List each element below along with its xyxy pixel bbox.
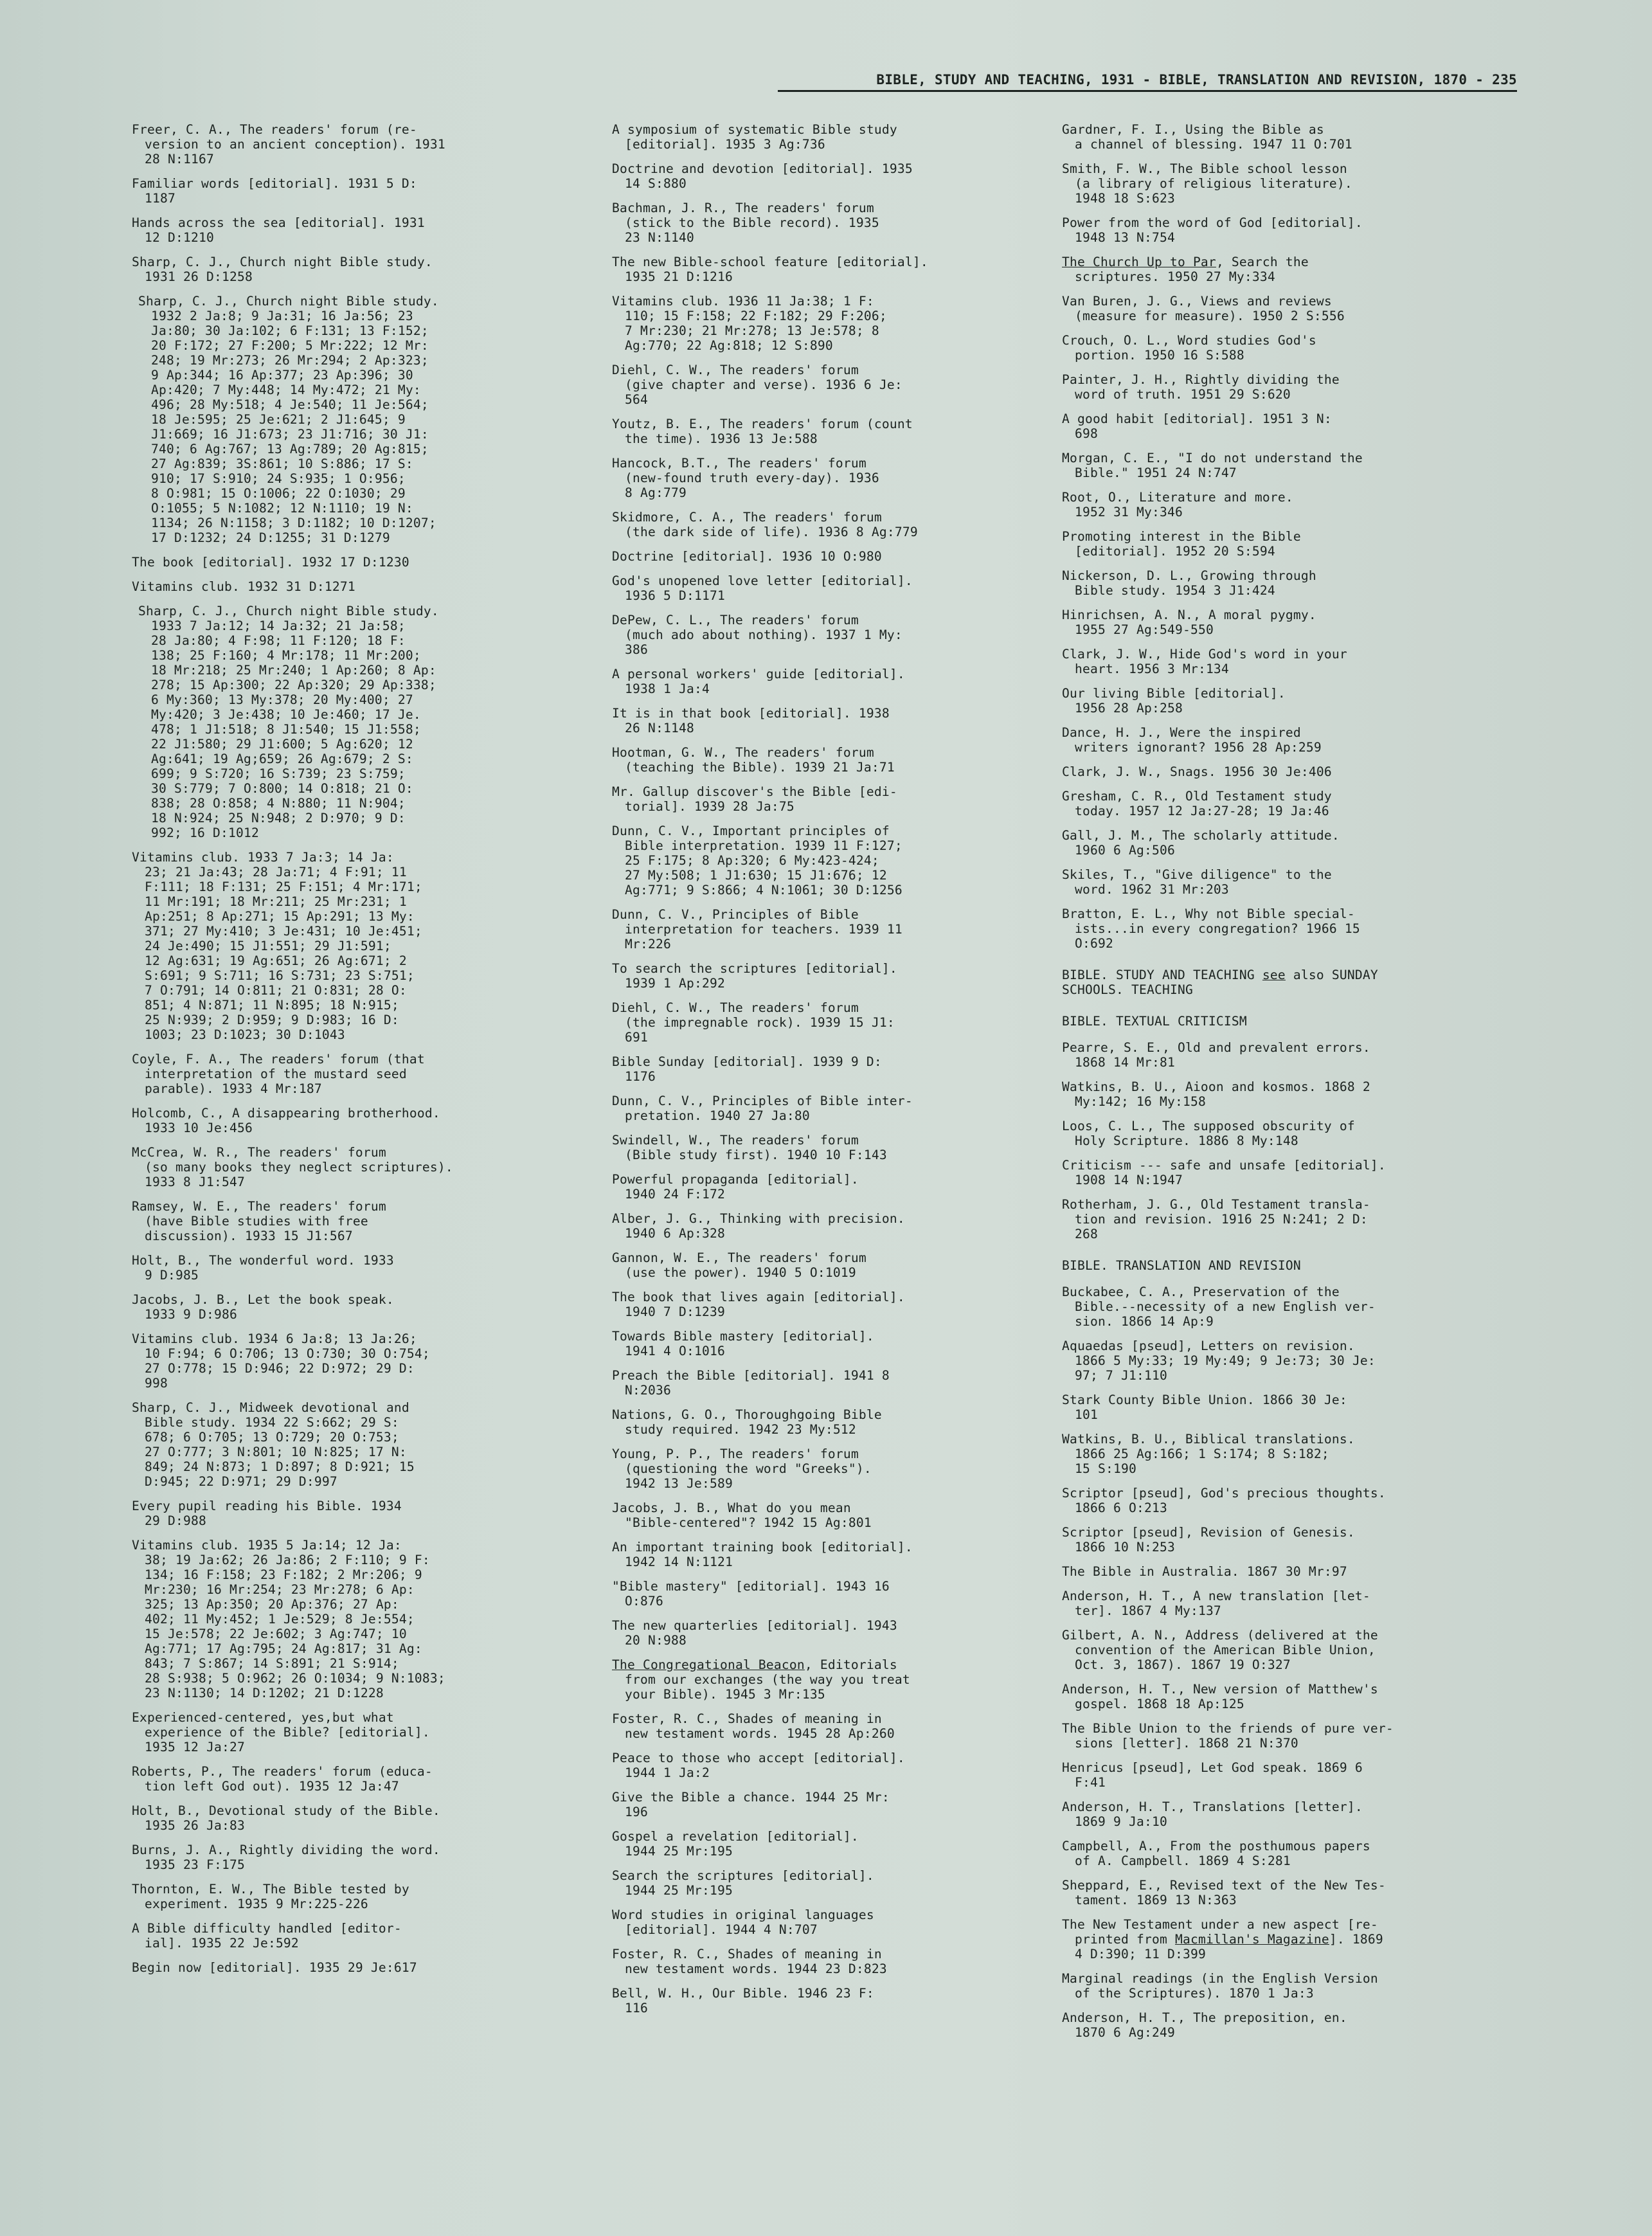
index-entry: Hancock, B.T., The readers' forum (new-found truth every-day). 1936 8 Ag:779 xyxy=(612,456,879,500)
index-entry: Doctrine and devotion [editorial]. 1935 14 S:880 xyxy=(612,161,913,191)
index-entry: Gresham, C. R., Old Testament study today. 1957 12 Ja:27-28; 19 Ja:46 xyxy=(1062,789,1332,818)
index-entry: Towards Bible mastery [editorial]. 1941 4 O:1016 xyxy=(612,1329,874,1358)
index-entry: Anderson, H. T., New version of Matthew's gospel. 1868 18 Ap:125 xyxy=(1062,1682,1378,1711)
index-entry: Word studies in original languages [editorial]. 1944 4 N:707 xyxy=(612,1907,874,1937)
index-entry: The Bible in Australia. 1867 30 Mr:97 xyxy=(1062,1564,1347,1579)
index-entry: Clark, J. W., Snags. 1956 30 Je:406 xyxy=(1062,764,1332,779)
index-entry: Peace to those who accept [editorial]. 1944 1 Ja:2 xyxy=(612,1751,905,1780)
index-entry: Search the scriptures [editorial]. 1944 25 Mr:195 xyxy=(612,1868,874,1898)
index-entry: Scriptor [pseud], Revision of Genesis. 1866 10 N:253 xyxy=(1062,1525,1355,1555)
index-entry: Sharp, C. J., Church night Bible study. 1933 7 Ja:12; 14 Ja:32; 21 Ja:58; 28 Ja:80; 4 F:98; 11 F:120; 18 F: 138; 25 F:160; 4 Mr:178; 11 Mr:200; 18 Mr:218; 25 Mr:240; 1 Ap:260; 8 Ap: 278; 15 Ap:300; 22 Ap:320; 29 Ap:338; 6 My:360; 13 My:378; 20 My:400; 27 My:420; 3 Je:438; 10 Je:460; 17 Je. 478; 1 J1:518; 8 J1:540; 15 J1:558; 22 J1:580; 29 J1:600; 5 Ag:620; 12 Ag:641; 19 Ag;659; 26 Ag:679; 2 S: 699; 9 S:720; 16 S:739; 23 S:759; 30 S:779; 7 O:800; 14 O:818; 21 O: 838; 28 O:858; 4 N:880; 11 N:904; 18 N:924; 25 N:948; 2 D:970; 9 D: 992; 16 D:1012 xyxy=(138,604,439,840)
index-entry: Criticism --- safe and unsafe [editorial]. 1908 14 N:1947 xyxy=(1062,1158,1386,1187)
index-entry: Hinrichsen, A. N., A moral pygmy. 1955 27 Ag:549-550 xyxy=(1062,608,1316,637)
index-entry: Gardner, F. I., Using the Bible as a channel of blessing. 1947 11 O:701 xyxy=(1062,122,1352,152)
column-2 xyxy=(612,122,1062,2025)
index-entry: A Bible difficulty handled [editor- ial]. 1935 22 Je:592 xyxy=(132,1921,402,1951)
index-entry: The new quarterlies [editorial]. 1943 20 N:988 xyxy=(612,1618,897,1648)
index-entry: A good habit [editorial]. 1951 3 N: 698 xyxy=(1062,411,1332,441)
index-entry: Vitamins club. 1934 6 Ja:8; 13 Ja:26; 10 F:94; 6 O:706; 13 O:730; 30 O:754; 27 O:778; 15 D:946; 22 D:972; 29 D: 998 xyxy=(132,1331,430,1391)
index-entry: Thornton, E. W., The Bible tested by experiment. 1935 9 Mr:225-226 xyxy=(132,1882,409,1911)
index-entry: Sharp, C. J., Church night Bible study. 1931 26 D:1258 xyxy=(132,255,433,284)
index-entry: Foster, R. C., Shades of meaning in new testament words. 1944 23 D:823 xyxy=(612,1947,887,1976)
index-entry: Roberts, P., The readers' forum (educa- tion left God out). 1935 12 Ja:47 xyxy=(132,1764,433,1794)
index-entry: An important training book [editorial]. 1942 14 N:1121 xyxy=(612,1540,913,1569)
index-entry: Bell, W. H., Our Bible. 1946 23 F: 116 xyxy=(612,1986,874,2015)
index-entry: Young, P. P., The readers' forum (questioning the word "Greeks"). 1942 13 Je:589 xyxy=(612,1447,872,1491)
index-entry: Coyle, F. A., The readers' forum (that interpretation of the mustard seed parable). 1933 4 Mr:187 xyxy=(132,1052,425,1096)
section-heading: BIBLE. TEXTUAL CRITICISM xyxy=(1062,1014,1247,1029)
index-entry: Preach the Bible [editorial]. 1941 8 N:2036 xyxy=(612,1368,890,1398)
index-entry: Anderson, H. T., A new translation [let- ter]. 1867 4 My:137 xyxy=(1062,1589,1370,1618)
index-entry: Freer, C. A., The readers' forum (re- version to an ancient conception). 1931 28 N:1167 xyxy=(132,122,445,167)
index-entry: Jacobs, J. B., Let the book speak. 1933 9 D:986 xyxy=(132,1292,394,1322)
index-entry: Campbell, A., From the posthumous papers of A. Campbell. 1869 4 S:281 xyxy=(1062,1839,1370,1868)
index-entry: Holt, B., Devotional study of the Bible. 1935 26 Ja:83 xyxy=(132,1803,440,1833)
index-entry: Clark, J. W., Hide God's word in your heart. 1956 3 Mr:134 xyxy=(1062,647,1347,676)
index-entry: Every pupil reading his Bible. 1934 29 D:988 xyxy=(132,1499,402,1528)
section-heading: BIBLE. TRANSLATION AND REVISION xyxy=(1062,1258,1301,1273)
index-entry: Marginal readings (in the English Version of the Scriptures). 1870 1 Ja:3 xyxy=(1062,1971,1378,2001)
index-entry: Burns, J. A., Rightly dividing the word. 1935 23 F:175 xyxy=(132,1843,440,1872)
index-entry: Hootman, G. W., The readers' forum (teaching the Bible). 1939 21 Ja:71 xyxy=(612,745,895,775)
index-entry: Sharp, C. J., Church night Bible study. 1932 2 Ja:8; 9 Ja:31; 16 Ja:56; 23 Ja:80; 30 Ja:102; 6 F:131; 13 F:152; 20 F:172; 27 F:200; 5 Mr:222; 12 Mr: 248; 19 Mr:273; 26 Mr:294; 2 Ap:323; 9 Ap:344; 16 Ap:377; 23 Ap:396; 30 Ap:420; 7 My:448; 14 My:472; 21 My: 496; 28 My:518; 4 Je:540; 11 Je:564; 18 Je:595; 25 Je:621; 2 J1:645; 9 J1:669; 16 J1:673; 23 J1:716; 30 J1: 740; 6 Ag:767; 13 Ag:789; 20 Ag:815; 27 Ag:839; 3S:861; 10 S:886; 17 S: 910; 17 S:910; 24 S:935; 1 O:956; 8 O:981; 15 O:1006; 22 O:1030; 29 O:1055; 5 N:1082; 12 N:1110; 19 N: 1134; 26 N:1158; 3 D:1182; 10 D:1207; 17 D:1232; 24 D:1255; 31 D:1279 xyxy=(138,294,439,545)
index-entry: To search the scriptures [editorial]. 1939 1 Ap:292 xyxy=(612,961,897,991)
index-entry: The New Testament under a new aspect [re- printed from Macmillan's Magazine]. 1869 4 D:390; 11 D:399 xyxy=(1062,1917,1383,1961)
index-entry: Bachman, J. R., The readers' forum (stick to the Bible record). 1935 23 N:1140 xyxy=(612,201,879,245)
index-entry: Promoting interest in the Bible [editorial]. 1952 20 S:594 xyxy=(1062,529,1301,559)
index-entry: Foster, R. C., Shades of meaning in new testament words. 1945 28 Ap:260 xyxy=(612,1711,895,1741)
index-entry: Swindell, W., The readers' forum (Bible study first). 1940 10 F:143 xyxy=(612,1133,887,1162)
index-entry: Alber, J. G., Thinking with precision. 1940 6 Ap:328 xyxy=(612,1211,905,1241)
index-entry: Rotherham, J. G., Old Testament transla- tion and revision. 1916 25 N:241; 2 D: 268 xyxy=(1062,1197,1370,1241)
index-entry: The Bible Union to the friends of pure ver- sions [letter]. 1868 21 N:370 xyxy=(1062,1721,1394,1751)
index-entry: Scriptor [pseud], God's precious thoughts. 1866 6 O:213 xyxy=(1062,1486,1386,1515)
index-entry: A symposium of systematic Bible study [editorial]. 1935 3 Ag:736 xyxy=(612,122,897,152)
index-entry: Holt, B., The wonderful word. 1933 9 D:985 xyxy=(132,1253,394,1283)
index-entry: Power from the word of God [editorial]. 1948 13 N:754 xyxy=(1062,215,1363,245)
index-entry: Jacobs, J. B., What do you mean "Bible-centered"? 1942 15 Ag:801 xyxy=(612,1501,872,1530)
index-entry: Powerful propaganda [editorial]. 1940 24 F:172 xyxy=(612,1172,859,1202)
index-entry: The book [editorial]. 1932 17 D:1230 xyxy=(132,555,409,570)
index-entry: Vitamins club. 1933 7 Ja:3; 14 Ja: 23; 21 Ja:43; 28 Ja:71; 4 F:91; 11 F:111; 18 F:131; 25 F:151; 4 Mr:171; 11 Mr:191; 18 Mr:211; 25 Mr:231; 1 Ap:251; 8 Ap:271; 15 Ap:291; 13 My: 371; 27 My:410; 3 Je:431; 10 Je:451; 24 Je:490; 15 J1:551; 29 J1:591; 12 Ag:631; 19 Ag:651; 26 Ag:671; 2 S:691; 9 S:711; 16 S:731; 23 S:751; 7 O:791; 14 O:811; 21 O:831; 28 O: 851; 4 N:871; 11 N:895; 18 N:915; 25 N:939; 2 D:959; 9 D:983; 16 D: 1003; 23 D:1023; 30 D:1043 xyxy=(132,850,422,1042)
index-entry: Dance, H. J., Were the inspired writers ignorant? 1956 28 Ap:259 xyxy=(1062,725,1322,755)
index-entry: Vitamins club. 1932 31 D:1271 xyxy=(132,579,355,594)
index-entry: Give the Bible a chance. 1944 25 Mr: 196 xyxy=(612,1790,890,1819)
index-entry: Smith, F. W., The Bible school lesson (a library of religious literature). 1948 18 S:623 xyxy=(1062,161,1352,206)
index-entry: Stark County Bible Union. 1866 30 Je: 101 xyxy=(1062,1393,1347,1422)
index-entry: Vitamins club. 1935 5 Ja:14; 12 Ja: 38; 19 Ja:62; 26 Ja:86; 2 F:110; 9 F: 134; 16 F:158; 23 F:182; 2 Mr:206; 9 Mr:230; 16 Mr:254; 23 Mr:278; 6 Ap: 325; 13 Ap:350; 20 Ap:376; 27 Ap: 402; 11 My:452; 1 Je:529; 8 Je:554; 15 Je:578; 22 Je:602; 3 Ag:747; 10 Ag:771; 17 Ag:795; 24 Ag:817; 31 Ag: 843; 7 S:867; 14 S:891; 21 S:914; 28 S:938; 5 O:962; 26 O:1034; 9 N:1083; 23 N:1130; 14 D:1202; 21 D:1228 xyxy=(132,1538,445,1700)
index-entry: Vitamins club. 1936 11 Ja:38; 1 F: 110; 15 F:158; 22 F:182; 29 F:206; 7 Mr:230; 21 Mr:278; 13 Je:578; 8 Ag:770; 22 Ag:818; 12 S:890 xyxy=(612,294,887,353)
index-entry: Bible Sunday [editorial]. 1939 9 D: 1176 xyxy=(612,1054,882,1084)
index-entry: Crouch, O. L., Word studies God's portion. 1950 16 S:588 xyxy=(1062,333,1316,363)
index-entry: Holcomb, C., A disappearing brotherhood. 1933 10 Je:456 xyxy=(132,1106,440,1135)
index-entry: Anderson, H. T., Translations [letter]. 1869 9 Ja:10 xyxy=(1062,1799,1363,1829)
index-entry: Sheppard, E., Revised text of the New Tes- tament. 1869 13 N:363 xyxy=(1062,1878,1386,1907)
index-entry: Dunn, C. V., Principles of Bible inter- pretation. 1940 27 Ja:80 xyxy=(612,1094,913,1123)
index-entry: Skiles, T., "Give diligence" to the word. 1962 31 Mr:203 xyxy=(1062,867,1332,897)
index-entry: A personal workers' guide [editorial]. 1938 1 Ja:4 xyxy=(612,667,905,696)
index-entry: Mr. Gallup discover's the Bible [edi- torial]. 1939 28 Ja:75 xyxy=(612,784,897,814)
index-entry: Dunn, C. V., Important principles of Bible interpretation. 1939 11 F:127; 25 F:175; 8 Ap:320; 6 My:423-424; 27 My:508; 1 J1:630; 15 J1:676; 12 Ag:771; 9 S:866; 4 N:1061; 30 D:1256 xyxy=(612,824,902,897)
index-entry: Experienced-centered, yes,but what experience of the Bible? [editorial]. 1935 12 Ja:27 xyxy=(132,1710,430,1754)
index-entry: Gilbert, A. N., Address (delivered at the convention of the American Bible Union, Oct. 3, 1867). 1867 19 O:327 xyxy=(1062,1628,1378,1672)
index-entry: Ramsey, W. E., The readers' forum (have Bible studies with free discussion). 1933 15 J1:567 xyxy=(132,1199,386,1243)
column-1 xyxy=(132,122,582,1985)
index-entry: Pearre, S. E., Old and prevalent errors. 1868 14 Mr:81 xyxy=(1062,1040,1370,1070)
index-entry: Bratton, E. L., Why not Bible special- ists...in every congregation? 1966 15 O:692 xyxy=(1062,906,1360,951)
index-entry: Painter, J. H., Rightly dividing the word of truth. 1951 29 S:620 xyxy=(1062,372,1340,402)
index-entry: Henricus [pseud], Let God speak. 1869 6 F:41 xyxy=(1062,1760,1363,1790)
index-entry: Familiar words [editorial]. 1931 5 D: 1187 xyxy=(132,176,417,206)
section-heading: BIBLE. STUDY AND TEACHING see also SUNDAY SCHOOLS. TEACHING xyxy=(1062,968,1378,997)
index-entry: Van Buren, J. G., Views and reviews (measure for measure). 1950 2 S:556 xyxy=(1062,294,1345,323)
index-entry: Gospel a revelation [editorial]. 1944 25 Mr:195 xyxy=(612,1829,859,1859)
index-entry: The book that lives again [editorial]. 1940 7 D:1239 xyxy=(612,1290,905,1319)
index-entry: Gannon, W. E., The readers' forum (use the power). 1940 5 O:1019 xyxy=(612,1250,866,1280)
index-entry: Watkins, B. U., Aioon and kosmos. 1868 2 My:142; 16 My:158 xyxy=(1062,1079,1370,1109)
index-entry: Youtz, B. E., The readers' forum (count the time). 1936 13 Je:588 xyxy=(612,417,913,446)
index-entry: Dunn, C. V., Principles of Bible interpretation for teachers. 1939 11 Mr:226 xyxy=(612,907,902,951)
index-entry: The Church Up to Par, Search the scriptures. 1950 27 My:334 xyxy=(1062,255,1309,284)
index-entry: DePew, C. L., The readers' forum (much ado about nothing). 1937 1 My: 386 xyxy=(612,613,902,657)
index-entry: McCrea, W. R., The readers' forum (so many books they neglect scriptures). 1933 8 J1:547 xyxy=(132,1145,453,1189)
index-entry: God's unopened love letter [editorial]. 1936 5 D:1171 xyxy=(612,573,913,603)
index-entry: Buckabee, C. A., Preservation of the Bible.--necessity of a new English ver- sion. 1866 14 Ap:9 xyxy=(1062,1285,1376,1329)
index-entry: Begin now [editorial]. 1935 29 Je:617 xyxy=(132,1960,417,1975)
index-entry: Doctrine [editorial]. 1936 10 O:980 xyxy=(612,549,882,564)
index-entry: Diehl, C. W., The readers' forum (give chapter and verse). 1936 6 Je: 564 xyxy=(612,363,902,407)
index-entry: The Congregational Beacon, Editorials from our exchanges (the way you treat your Bible). 1945 3 Mr:135 xyxy=(612,1657,910,1702)
index-entry: "Bible mastery" [editorial]. 1943 16 O:876 xyxy=(612,1579,890,1609)
index-entry: Morgan, C. E., "I do not understand the Bible." 1951 24 N:747 xyxy=(1062,451,1363,480)
index-entry: Sharp, C. J., Midweek devotional and Bible study. 1934 22 S:662; 29 S: 678; 6 O:705; 13 O:729; 20 O:753; 27 O:777; 3 N:801; 10 N:825; 17 N: 849; 24 N:873; 1 D:897; 8 D:921; 15 D:945; 22 D:971; 29 D:997 xyxy=(132,1400,415,1489)
index-entry: The new Bible-school feature [editorial]. 1935 21 D:1216 xyxy=(612,255,928,284)
index-entry: Aquaedas [pseud], Letters on revision. 1866 5 My:33; 19 My:49; 9 Je:73; 30 Je: 97; 7 J1:110 xyxy=(1062,1339,1376,1383)
running-header: BIBLE, STUDY AND TEACHING, 1931 - BIBLE, TRANSLATION AND REVISION, 1870 - 235 xyxy=(778,72,1517,92)
index-entry: Loos, C. L., The supposed obscurity of Holy Scripture. 1886 8 My:148 xyxy=(1062,1119,1355,1148)
index-entry: Nickerson, D. L., Growing through Bible study. 1954 3 J1:424 xyxy=(1062,568,1316,598)
index-entry: Skidmore, C. A., The readers' forum (the dark side of life). 1936 8 Ag:779 xyxy=(612,510,918,539)
index-entry: Our living Bible [editorial]. 1956 28 Ap:258 xyxy=(1062,686,1286,716)
index-entry: Watkins, B. U., Biblical translations. 1866 25 Ag:166; 1 S:174; 8 S:182; 15 S:190 xyxy=(1062,1432,1355,1476)
index-entry: Root, O., Literature and more. 1952 31 My:346 xyxy=(1062,490,1293,519)
index-entry: Hands across the sea [editorial]. 1931 12 D:1210 xyxy=(132,215,425,245)
index-entry: It is in that book [editorial]. 1938 26 N:1148 xyxy=(612,706,890,735)
index-entry: Anderson, H. T., The preposition, en. 1870 6 Ag:249 xyxy=(1062,2010,1347,2040)
index-entry: Nations, G. O., Thoroughgoing Bible study required. 1942 23 My:512 xyxy=(612,1407,882,1437)
index-entry: Gall, J. M., The scholarly attitude. 1960 6 Ag:506 xyxy=(1062,828,1340,858)
index-entry: Diehl, C. W., The readers' forum (the impregnable rock). 1939 15 J1: 691 xyxy=(612,1000,895,1045)
column-3 xyxy=(1062,122,1512,2050)
